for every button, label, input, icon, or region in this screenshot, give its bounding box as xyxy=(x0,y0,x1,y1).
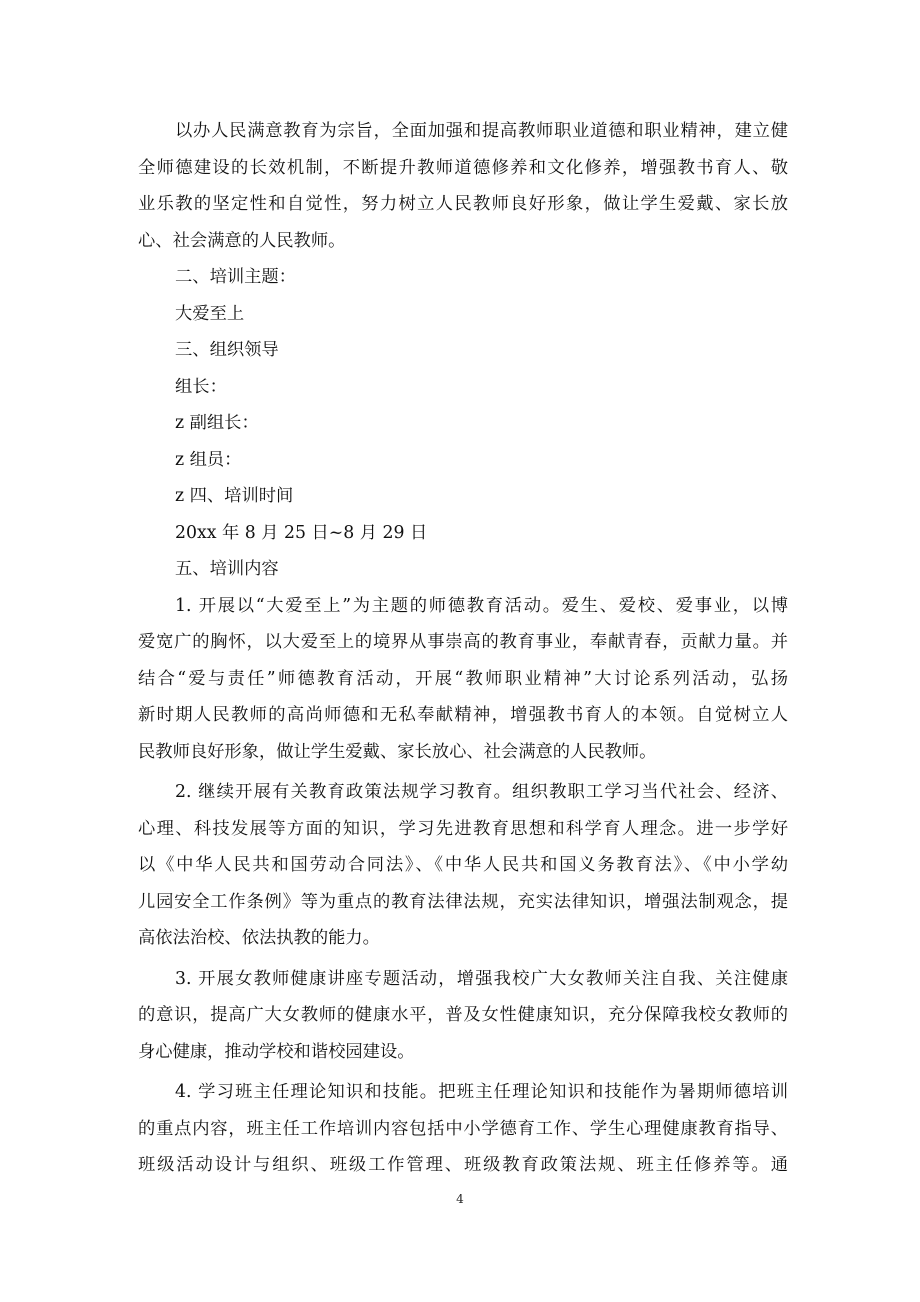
heading-organization: 三、组织领导 xyxy=(175,340,279,360)
text-line: 4. 学习班主任理论知识和技能。把班主任理论知识和技能作为暑期师德培训 xyxy=(175,1082,788,1102)
text-line: 的意识，提高广大女教师的健康水平，普及女性健康知识，充分保障我校女教师的 xyxy=(138,1005,788,1025)
text-line: 身心健康，推动学校和谐校园建设。 xyxy=(138,1041,415,1062)
text-line: 班级活动设计与组织、班级工作管理、班级教育政策法规、班主任修养等。通 xyxy=(138,1155,788,1175)
document-body xyxy=(138,113,788,1184)
content-item-4 xyxy=(138,1074,788,1184)
heading-training-theme: 二、培训主题： xyxy=(175,267,296,287)
text-line: 儿园安全工作条例》等为重点的教育法律法规，充实法律知识，增强法制观念，提 xyxy=(138,891,788,912)
text-line: 高依法治校、依法执教的能力。 xyxy=(138,928,380,948)
page-number: 4 xyxy=(456,1192,464,1206)
heading-training-content: 五、培训内容 xyxy=(175,559,279,579)
text-line: 3. 开展女教师健康讲座专题活动，增强我校广大女教师关注自我、关注健康 xyxy=(175,968,788,989)
content-item-3 xyxy=(138,961,788,1071)
text-line: 结合“爱与责任”师德教育活动，开展“教师职业精神”大讨论系列活动，弘扬 xyxy=(138,668,788,689)
text-line: 的重点内容，班主任工作培训内容包括中小学德育工作、学生心理健康教育指导、 xyxy=(138,1118,788,1139)
text-line: 新时期人民教师的高尚师德和无私奉献精神，增强教书育人的本领。自觉树立人 xyxy=(138,705,788,725)
paragraph-purpose xyxy=(138,113,788,259)
text-line: 心理、科技发展等方面的知识，学习先进教育思想和科学育人理念。进一步学好 xyxy=(138,818,788,839)
members-label: z 组员： xyxy=(175,449,242,470)
text-line: 以《中华人民共和国劳动合同法》、《中华人民共和国义务教育法》、《中小学幼 xyxy=(138,855,788,875)
text-line: 爱宽广的胸怀，以大爱至上的境界从事崇高的教育事业，奉献青春，贡献力量。并 xyxy=(138,632,788,652)
text-line: 2. 继续开展有关教育政策法规学习教育。组织教职工学习当代社会、经济、 xyxy=(175,782,788,802)
text-line: 以办人民满意教育为宗旨，全面加强和提高教师职业道德和职业精神，建立健 xyxy=(175,121,788,141)
text-line: 1. 开展以“大爱至上”为主题的师德教育活动。爱生、爱校、爱事业，以博 xyxy=(175,595,788,616)
training-time-value: 20xx 年 8 月 25 日~8 月 29 日 xyxy=(175,522,428,543)
training-theme-value: 大爱至上 xyxy=(175,303,245,324)
text-line: 业乐教的坚定性和自觉性，努力树立人民教师良好形象，做让学生爱戴、家长放 xyxy=(138,194,788,214)
leader-label: 组长： xyxy=(175,376,227,397)
deputy-leader-label: z 副组长： xyxy=(175,413,259,433)
content-item-2 xyxy=(138,774,788,957)
content-item-1 xyxy=(138,588,788,771)
text-line: 全师德建设的长效机制，不断提升教师道德修养和文化修养，增强教书育人、敬 xyxy=(138,157,788,178)
text-line: 心、社会满意的人民教师。 xyxy=(138,230,346,251)
text-line: 民教师良好形象，做让学生爱戴、家长放心、社会满意的人民教师。 xyxy=(138,741,657,762)
heading-training-time: z 四、培训时间 xyxy=(175,486,294,506)
